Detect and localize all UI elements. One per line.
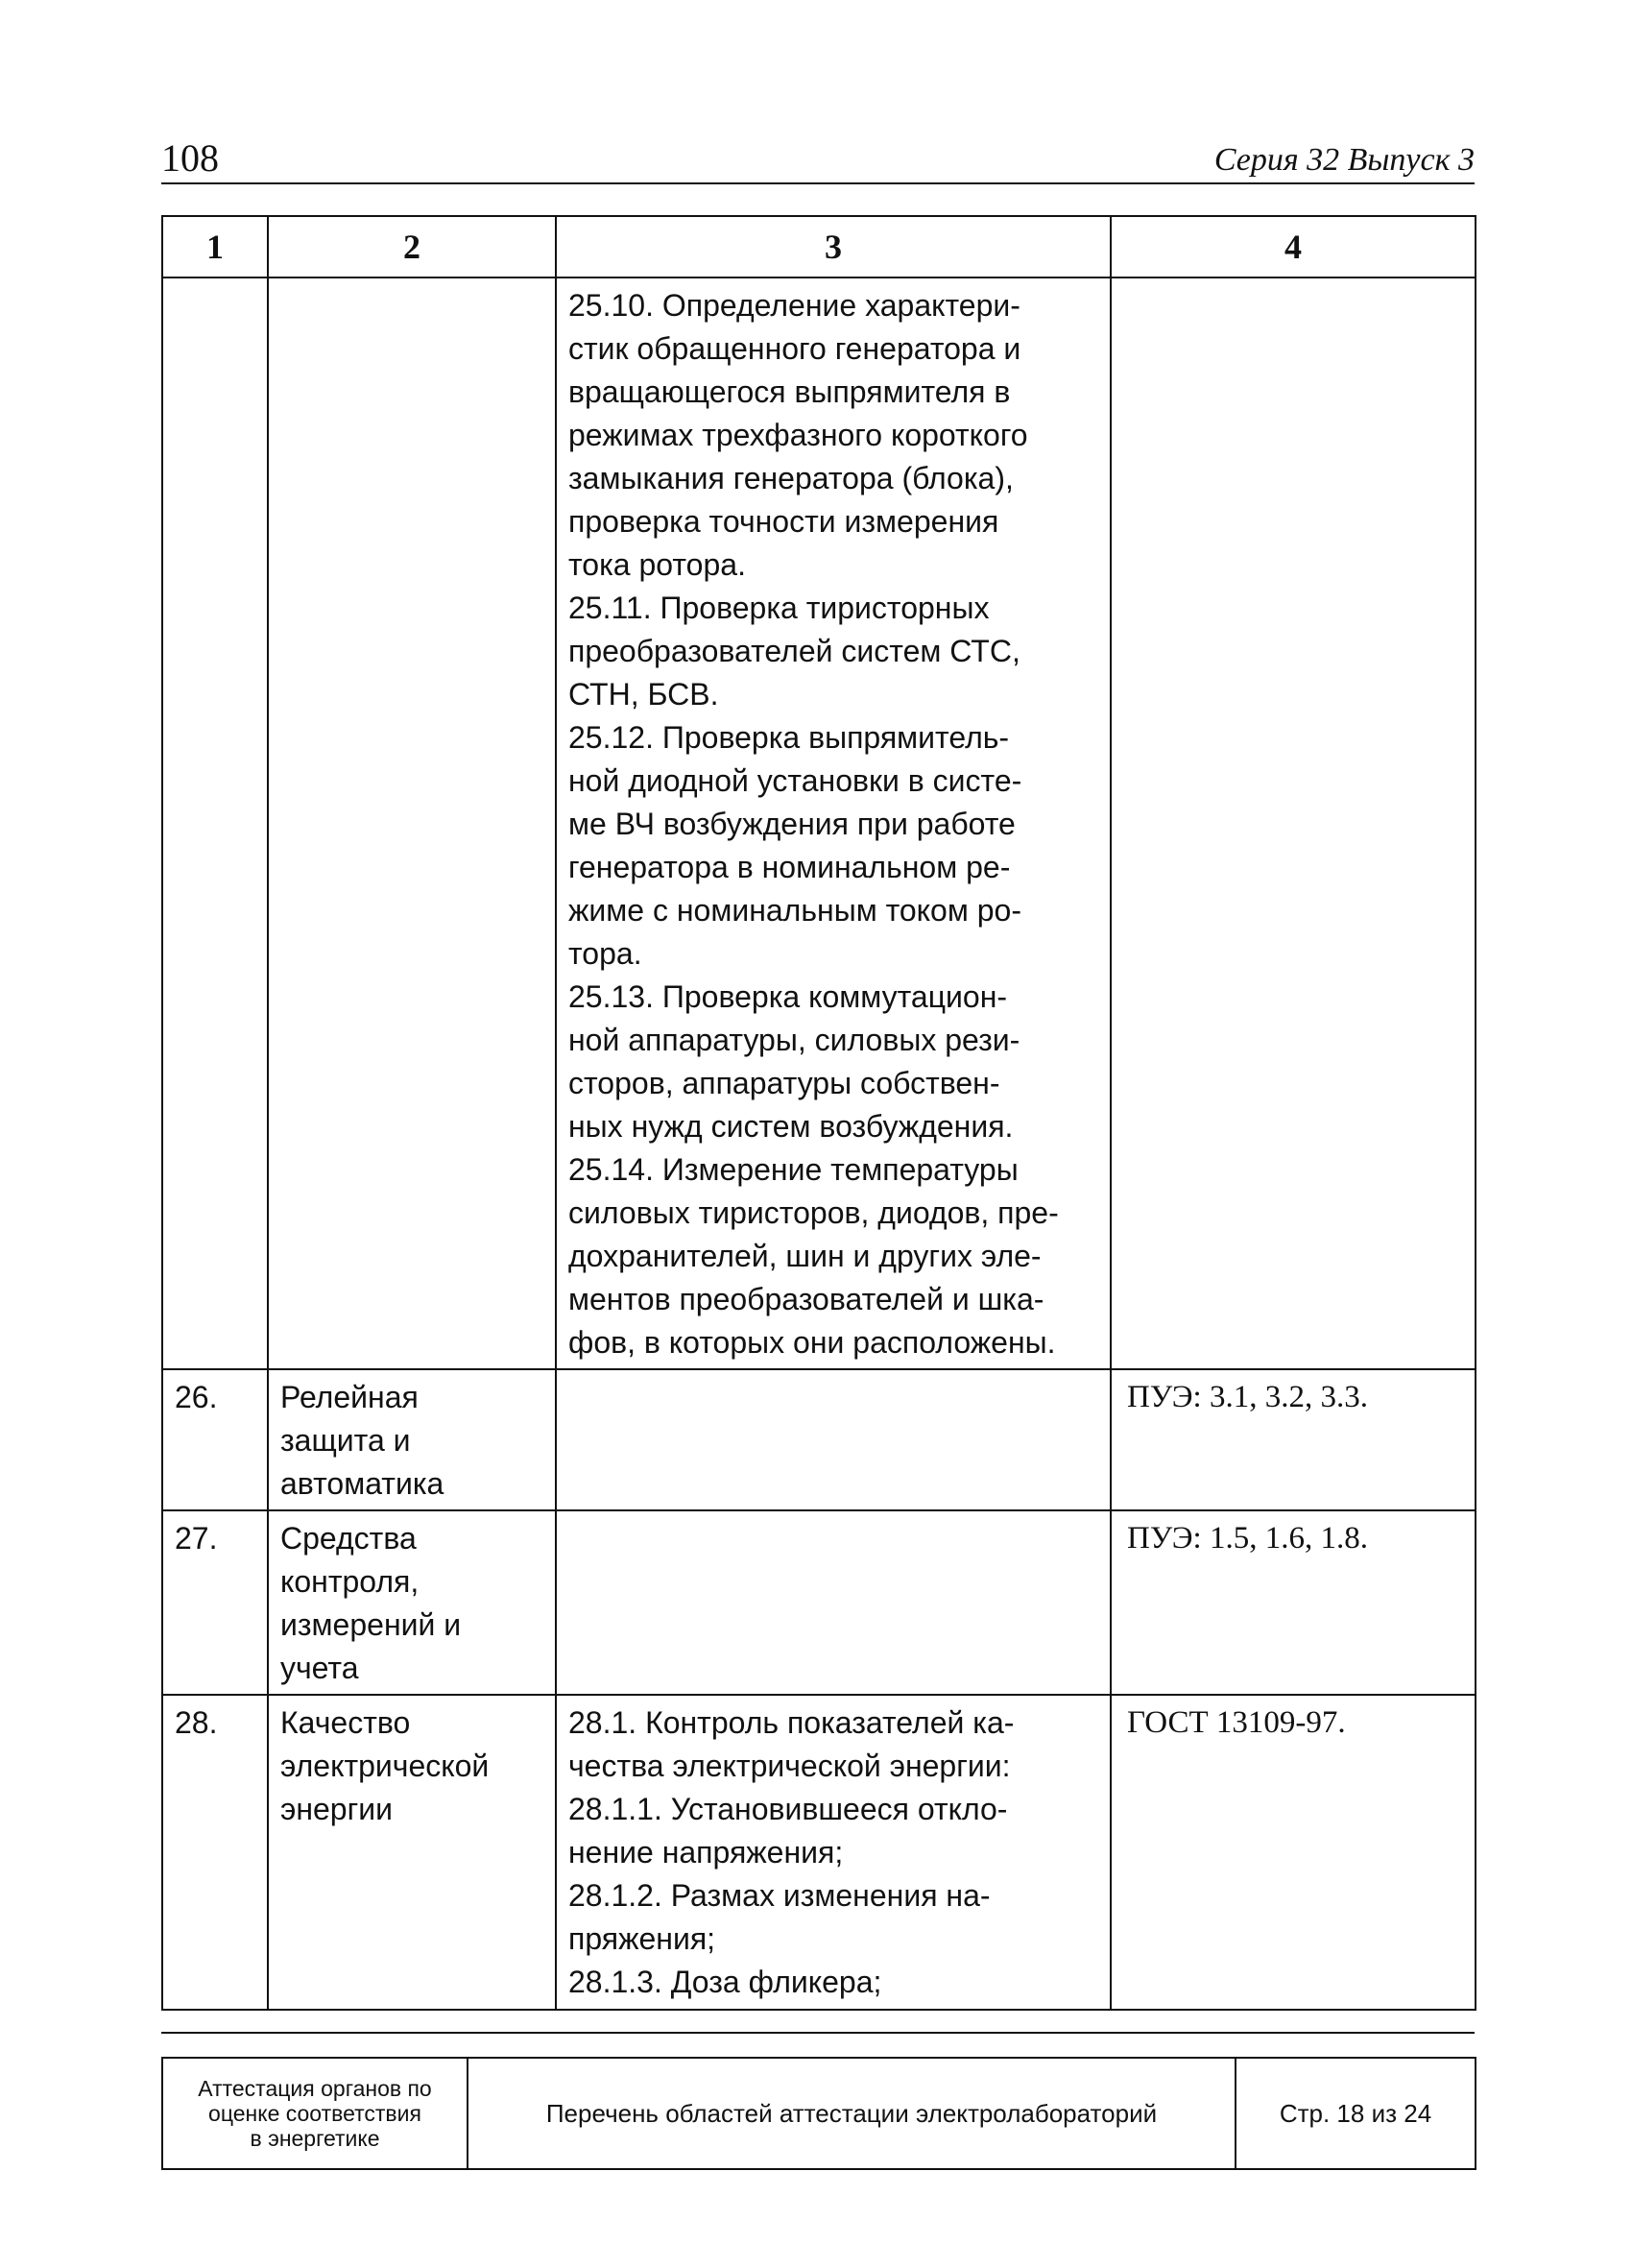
row-number-cell: 26. [162, 1369, 268, 1510]
name-line: Качество [280, 1705, 411, 1740]
footer-stamp [161, 2057, 1476, 2170]
item-line: 28.1.2. Размах изменения на- [568, 1878, 991, 1913]
name-line: учета [280, 1651, 359, 1685]
item-line: 25.11. Проверка тиристорных [568, 591, 990, 625]
item-line: ме ВЧ возбуждения при работе [568, 807, 1016, 841]
item-line: ной диодной установки в систе- [568, 763, 1022, 798]
row-name-cell [268, 1369, 556, 1510]
table-header-row [162, 216, 1476, 277]
item-line: замыкания генератора (блока), [568, 461, 1014, 495]
footer-org-line: оценке соответствия [208, 2101, 421, 2126]
page-header [161, 133, 1475, 184]
item-line: СТН, БСВ. [568, 677, 719, 712]
item-line: фов, в которых они расположены. [568, 1325, 1056, 1360]
item-line: 25.10. Определение характери- [568, 288, 1020, 323]
item-line: нение напряжения; [568, 1835, 844, 1870]
name-line: измерений и [280, 1607, 462, 1642]
row-name-cell [268, 277, 556, 1369]
item-line: пряжения; [568, 1921, 716, 1956]
item-line: чества электрической энергии: [568, 1749, 1011, 1783]
item-line: вращающегося выпрямителя в [568, 374, 1011, 409]
table-row [162, 1695, 1476, 2010]
item-line: жиме с номинальным током ро- [568, 893, 1021, 928]
name-line: электрической [280, 1749, 490, 1783]
row-number-cell: 27. [162, 1510, 268, 1695]
row-number-cell: 28. [162, 1695, 268, 2010]
row-number-cell [162, 277, 268, 1369]
table-row [162, 1510, 1476, 1695]
item-line: проверка точности измерения [568, 504, 999, 539]
footer-organization [162, 2058, 468, 2169]
footer-page-counter: Стр. 18 из 24 [1236, 2058, 1476, 2169]
column-header: 2 [268, 216, 556, 277]
column-header: 4 [1111, 216, 1476, 277]
item-line: тора. [568, 936, 642, 971]
footer-org-line: в энергетике [250, 2126, 380, 2151]
row-ref-cell: ГОСТ 13109-97. [1111, 1695, 1476, 2010]
row-name-cell [268, 1510, 556, 1695]
table-row [162, 277, 1476, 1369]
name-line: контроля, [280, 1564, 420, 1599]
footer-document-title: Перечень областей аттестации электролабораторий [468, 2058, 1236, 2169]
row-ref-cell: ПУЭ: 1.5, 1.6, 1.8. [1111, 1510, 1476, 1695]
name-line: Средства [280, 1521, 417, 1556]
row-ref-cell: ПУЭ: 3.1, 3.2, 3.3. [1111, 1369, 1476, 1510]
item-line: стик обращенного генератора и [568, 331, 1021, 366]
item-line: 28.1. Контроль показателей ка- [568, 1705, 1015, 1740]
item-line: ментов преобразователей и шка- [568, 1282, 1044, 1316]
item-line: 28.1.1. Установившееся откло- [568, 1792, 1008, 1826]
row-items-cell [556, 1510, 1111, 1695]
column-header: 3 [556, 216, 1111, 277]
item-line: 25.14. Измерение температуры [568, 1152, 1019, 1187]
item-line: тока ротора. [568, 547, 746, 582]
attestation-table [161, 215, 1476, 2011]
item-line: ной аппаратуры, силовых рези- [568, 1023, 1020, 1057]
row-items-cell [556, 1369, 1111, 1510]
footer-separator [161, 2032, 1475, 2034]
series-title: Серия 32 Выпуск 3 [1213, 142, 1475, 178]
item-line: преобразователей систем СТС, [568, 634, 1020, 668]
name-line: защита и [280, 1423, 411, 1458]
item-line: силовых тиристоров, диодов, пре- [568, 1195, 1059, 1230]
item-line: генератора в номинальном ре- [568, 850, 1011, 884]
item-line: режимах трехфазного короткого [568, 418, 1028, 452]
item-line: дохранителей, шин и других эле- [568, 1239, 1042, 1273]
table-row [162, 1369, 1476, 1510]
item-line: 28.1.3. Доза фликера; [568, 1965, 882, 1999]
row-items-cell [556, 1695, 1111, 2010]
row-name-cell [268, 1695, 556, 2010]
item-line: 25.13. Проверка коммутацион- [568, 979, 1008, 1014]
row-ref-cell [1111, 277, 1476, 1369]
footer-org-line: Аттестация органов по [198, 2076, 432, 2101]
item-line: сторов, аппаратуры собствен- [568, 1066, 1000, 1100]
name-line: автоматика [280, 1466, 444, 1501]
name-line: Релейная [280, 1380, 419, 1414]
item-line: ных нужд систем возбуждения. [568, 1109, 1014, 1144]
row-items-cell [556, 277, 1111, 1369]
item-line: 25.12. Проверка выпрямитель- [568, 720, 1010, 755]
name-line: энергии [280, 1792, 394, 1826]
column-header: 1 [162, 216, 268, 277]
page-number: 108 [161, 136, 219, 180]
